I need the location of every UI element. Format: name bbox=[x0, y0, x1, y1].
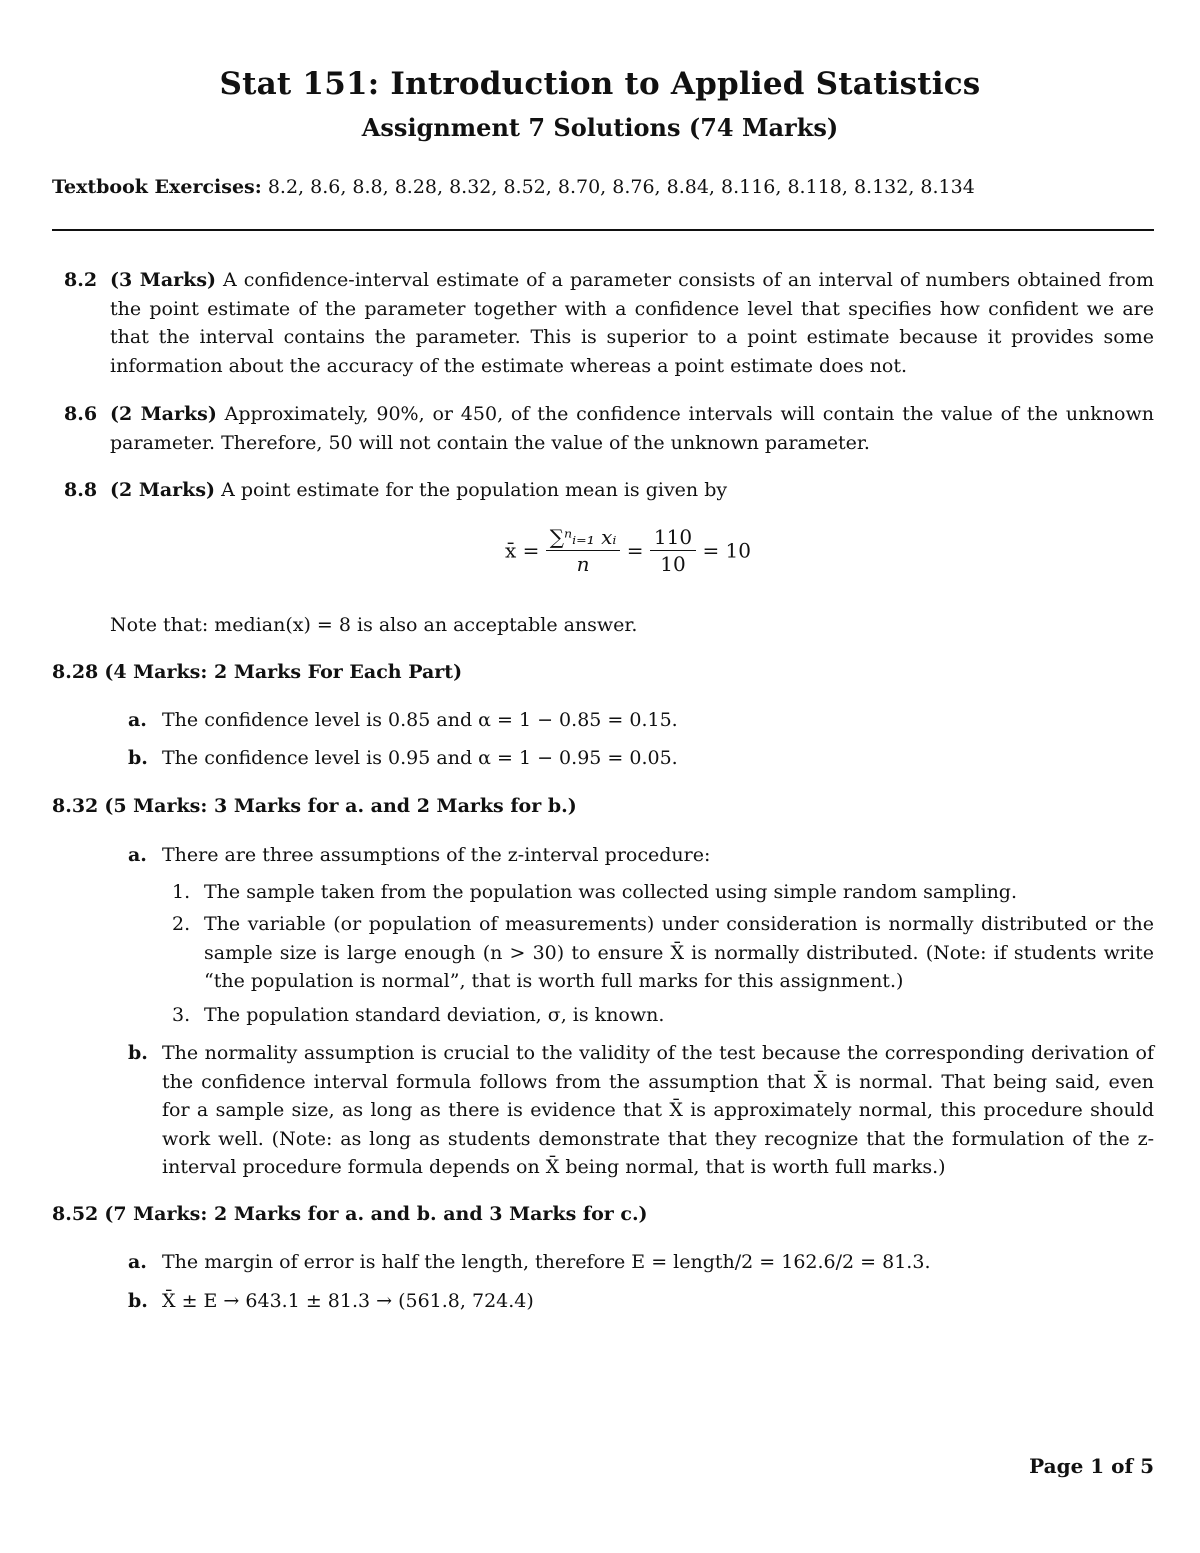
formula-fraction-1 bbox=[546, 524, 621, 577]
problem-number: 8.32 bbox=[52, 795, 99, 817]
part-b bbox=[128, 1287, 1154, 1316]
part-label: b. bbox=[128, 1290, 148, 1312]
part-label: b. bbox=[128, 1042, 148, 1064]
part-text: The normality assumption is crucial to the validity of the test because the corresponding derivation of the confidence interval formula follows from the assumption that X̄ is normal. That being said, even for a sample size, as long as there is evidence that X̄ is approximately normal, this procedure should work well. (Note: as long as students demonstrate that they recognize that the formulation of the z-interval procedure formula depends on X̄ being normal, that is worth full marks.) bbox=[162, 1042, 1154, 1178]
part-a bbox=[128, 1248, 1154, 1277]
formula-result: = 10 bbox=[702, 538, 752, 563]
part-label: a. bbox=[128, 709, 147, 731]
part-text: The margin of error is half the length, therefore E = length/2 = 162.6/2 = 81.3. bbox=[162, 1251, 931, 1273]
formula-numerator: ∑ⁿᵢ₌₁ xᵢ bbox=[546, 524, 621, 551]
problem-number: 8.6 bbox=[64, 403, 98, 425]
problem-number: 8.8 bbox=[64, 479, 98, 501]
part-b bbox=[128, 744, 1154, 773]
problem-body: A confidence-interval estimate of a parameter consists of an interval of numbers obtained from the point estimate of the parameter together with a confidence level that specifies how confident we are that the interval contains the parameter. This is superior to a point estimate because it provides some information about the accuracy of the estimate whereas a point estimate does not. bbox=[110, 269, 1155, 377]
mean-formula bbox=[505, 524, 751, 577]
part-label: a. bbox=[128, 844, 147, 866]
problem-body: Approximately, 90%, or 450, of the confidence intervals will contain the value of the unknown parameter. Therefore, 50 will not contain the value of the unknown parameter. bbox=[110, 403, 1154, 454]
part-b bbox=[128, 1039, 1154, 1182]
part-text: X̄ ± E → 643.1 ± 81.3 → (561.8, 724.4) bbox=[162, 1290, 534, 1312]
part-label: b. bbox=[128, 747, 148, 769]
enum-text: The variable (or population of measurements) under consideration is normally distributed or the sample size is large enough (n > 30) to ensure X̄ is normally distributed. (Note: if students write “the population is normal”, that is worth full marks for this assignment.) bbox=[204, 913, 1154, 992]
exercises-label: Textbook Exercises: bbox=[52, 176, 262, 198]
enum-item-2 bbox=[172, 910, 1154, 996]
enum-label: 1. bbox=[172, 881, 191, 903]
problem-text bbox=[110, 266, 1154, 380]
problem-number: 8.28 bbox=[52, 661, 99, 683]
problem-8-8-note: Note that: median(x) = 8 is also an acceptable answer. bbox=[110, 614, 638, 636]
problem-marks: (5 Marks: 3 Marks for a. and 2 Marks for b.) bbox=[104, 795, 577, 817]
page-number: Page 1 of 5 bbox=[1029, 1454, 1154, 1478]
page-title: Stat 151: Introduction to Applied Statistics bbox=[219, 66, 981, 102]
problem-8-8 bbox=[52, 476, 1154, 505]
enum-text: The sample taken from the population was collected using simple random sampling. bbox=[204, 881, 1018, 903]
exercises-list: 8.2, 8.6, 8.8, 8.28, 8.32, 8.52, 8.70, 8.76, 8.84, 8.116, 8.118, 8.132, 8.134 bbox=[267, 176, 975, 198]
formula-fraction-2 bbox=[650, 524, 696, 577]
formula-lhs: x̄ = bbox=[505, 538, 540, 563]
enum-text: The population standard deviation, σ, is known. bbox=[204, 1004, 665, 1026]
enum-label: 2. bbox=[172, 913, 191, 935]
textbook-exercises bbox=[52, 176, 975, 198]
page-subtitle: Assignment 7 Solutions (74 Marks) bbox=[361, 113, 839, 142]
enum-item-1 bbox=[172, 878, 1154, 907]
enum-item-3 bbox=[172, 1001, 1154, 1030]
part-a bbox=[128, 706, 1154, 735]
problem-8-32 bbox=[52, 792, 1154, 821]
header-divider bbox=[52, 229, 1154, 231]
problem-number: 8.2 bbox=[64, 269, 98, 291]
part-a bbox=[128, 841, 1154, 870]
problem-body: A point estimate for the population mean is given by bbox=[221, 479, 728, 501]
part-text: There are three assumptions of the z-interval procedure: bbox=[162, 844, 711, 866]
problem-marks: (4 Marks: 2 Marks For Each Part) bbox=[104, 661, 463, 683]
problem-8-2 bbox=[52, 266, 1154, 380]
problem-number: 8.52 bbox=[52, 1203, 99, 1225]
problem-8-28 bbox=[52, 658, 1154, 687]
formula-equals: = bbox=[626, 538, 644, 563]
problem-text bbox=[110, 476, 1154, 505]
problem-marks: (2 Marks) bbox=[110, 403, 217, 425]
part-label: a. bbox=[128, 1251, 147, 1273]
problem-marks: (7 Marks: 2 Marks for a. and b. and 3 Marks for c.) bbox=[104, 1203, 648, 1225]
problem-marks: (2 Marks) bbox=[110, 479, 216, 501]
problem-8-6 bbox=[52, 400, 1154, 457]
enum-label: 3. bbox=[172, 1004, 191, 1026]
formula-denominator: n bbox=[576, 552, 590, 576]
formula-denominator-2: 10 bbox=[660, 552, 686, 576]
part-text: The confidence level is 0.95 and α = 1 − 0.95 = 0.05. bbox=[162, 747, 678, 769]
problem-text bbox=[110, 400, 1154, 457]
part-text: The confidence level is 0.85 and α = 1 − 0.85 = 0.15. bbox=[162, 709, 678, 731]
problem-8-52 bbox=[52, 1200, 1154, 1229]
problem-marks: (3 Marks) bbox=[110, 269, 217, 291]
formula-numerator-2: 110 bbox=[650, 524, 696, 551]
